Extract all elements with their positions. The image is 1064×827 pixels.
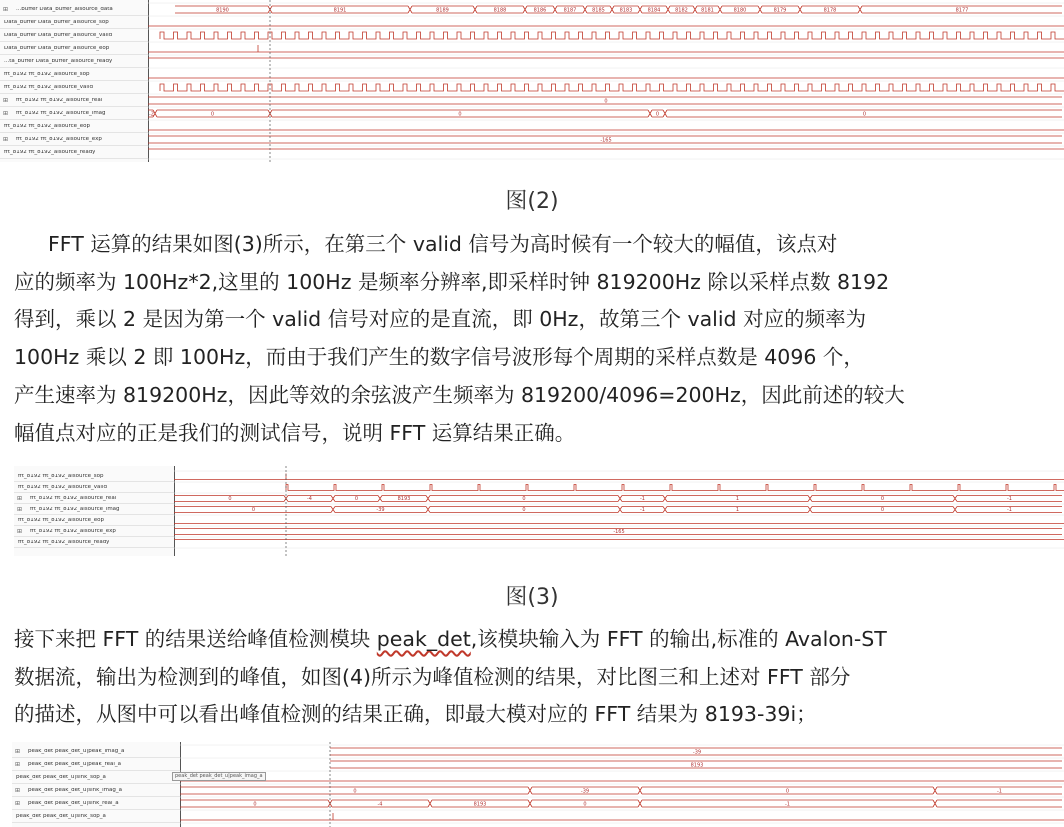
fig4-traces: [0, 742, 1064, 827]
paragraph-text: ,该模块输入为 FFT 的输出,标准的 Avalon-ST: [470, 627, 887, 651]
expand-icon[interactable]: ⊞: [17, 527, 23, 535]
sink-imag-bus-value-label: -1: [997, 788, 1002, 795]
signal-name: fft_8192 fft_8192_aisource_valid: [18, 484, 107, 490]
fft-real-bus-transition: [663, 496, 667, 502]
expand-icon[interactable]: ⊞: [3, 135, 9, 143]
sink-real-bus-transition: [428, 800, 432, 807]
fft-real-bus-value-label: 0: [354, 496, 359, 502]
signal-name: peak_det peak_det_u|sink_real_a: [28, 800, 119, 806]
signal-name: fft_8192 fft_8192_aisource_eop: [4, 123, 91, 129]
signal-name: ...buffer Data_buffer_aisource_data: [16, 6, 113, 12]
fft-real-bus-value-label: 0: [880, 496, 885, 502]
fft-imag-bus-value-label: 0: [251, 507, 256, 513]
data-bus-value-label: 8190: [216, 7, 229, 14]
data-bus-transition: [798, 6, 802, 13]
data-bus-value-label: 8189: [436, 7, 449, 14]
paragraph-line: 得到，乘以 2 是因为第一个 valid 信号对应的是直流，即 0Hz，故第三个 valid 对应的频率为: [14, 307, 867, 331]
data-bus-value-label: 8188: [493, 7, 507, 14]
signal-name: ...ta_buffer Data_buffer_aisource_ready: [4, 58, 113, 64]
data-bus-transition: [758, 6, 762, 13]
signal-name: peak_det peak_det_u|sink_sop_a: [16, 813, 106, 819]
data-bus-transition: [610, 6, 614, 13]
data-bus-value-label: 8187: [563, 7, 577, 14]
fig3-traces: [0, 466, 1064, 556]
expand-icon[interactable]: ⊞: [15, 799, 21, 807]
sink-imag-bus-value-label: 0: [353, 788, 357, 795]
sink-real-bus-value-label: 8193: [473, 801, 487, 808]
sink-real-bus-value-label: 0: [253, 801, 257, 808]
signal-name: fft_8192 fft_8192_aisource_real: [16, 97, 103, 103]
sink-imag-bus-value-label: 0: [785, 788, 790, 795]
sink-real-bus-transition: [528, 800, 532, 807]
sink-real-bus-value-label: -1: [785, 801, 790, 808]
fft-real-bus-transition: [378, 496, 382, 502]
peak-det-term: peak_det: [376, 627, 471, 651]
fft-real-bus-value-label: 0: [228, 496, 232, 502]
fft-imag-bus-value-label: 0: [458, 111, 462, 118]
expand-icon[interactable]: ⊞: [3, 109, 9, 117]
signal-name: fft_8192 fft_8192_aisource_sop: [4, 71, 90, 77]
expand-icon[interactable]: ⊞: [15, 760, 21, 768]
signal-name: fft_8192 fft_8192_aisource_ready: [18, 539, 110, 545]
fft-imag-bus-value-label: -2: [149, 111, 154, 118]
data-bus-value-label: 8182: [675, 7, 688, 14]
fft-imag-bus-value-label: 0: [210, 111, 215, 118]
data-bus-transition: [523, 6, 527, 13]
fft-real-bus-value-label: 0: [522, 496, 526, 502]
sink-real-bus-value-label: -4: [377, 801, 383, 808]
fft-real-bus-transition: [808, 496, 812, 502]
expand-icon[interactable]: ⊞: [17, 505, 23, 513]
sink-real-bus-segment: [937, 800, 1062, 807]
paragraph-line: 幅值点对应的正是我们的测试信号，说明 FFT 运算结果正确。: [14, 421, 576, 445]
fft-imag-bus-value-label: -1: [1007, 507, 1012, 513]
fft-imag-bus-transition: [618, 507, 622, 513]
fft-real-bus-transition: [426, 496, 430, 502]
fft-imag-bus-transition: [663, 507, 667, 513]
expand-icon[interactable]: ⊞: [15, 786, 21, 794]
fft-valid-trace: [160, 84, 1064, 91]
data-bus-value-label: 8180: [733, 7, 747, 14]
fft-imag-bus-value-label: 0: [880, 507, 885, 513]
fft-real-bus-transition: [953, 496, 957, 502]
signal-name: fft_8192 fft_8192_aisource_sop: [18, 473, 104, 479]
signal-name: peak_det peak_det_u|peak_imag_a: [28, 748, 125, 754]
data-bus-transition: [718, 6, 722, 13]
sink-real-bus-transition: [638, 800, 642, 807]
sink-imag-bus-transition: [638, 787, 642, 794]
data-bus-transition: [408, 6, 412, 13]
signal-tooltip: peak_det peak_det_u|peak_imag_a: [172, 772, 266, 781]
sink-imag-bus-transition: [528, 787, 532, 794]
data-bus-value-label: 8177: [955, 7, 969, 14]
data-bus-transition: [858, 6, 862, 13]
valid-trace: [160, 32, 1064, 39]
signal-name: fft_8192 fft_8192_aisource_exp: [30, 528, 116, 534]
data-bus-value-label: 8185: [592, 7, 605, 14]
paragraph-line: 产生速率为 819200Hz，因此等效的余弦波产生频率为 819200/4096=200Hz，因此前述的较大: [14, 383, 905, 407]
signal-name: fft_8192 fft_8192_aisource_eop: [18, 517, 105, 523]
data-bus-value-label: 8179: [773, 7, 787, 14]
data-bus-value-label: 8183: [619, 7, 633, 14]
fft-imag-bus-transition: [953, 507, 957, 513]
signal-name: Data_buffer Data_buffer_aisource_valid: [4, 32, 113, 38]
signal-name: fft_8192 fft_8192_aisource_exp: [16, 136, 102, 142]
fft-exp-bus-value-label: -165: [600, 137, 612, 144]
paragraph-line: 的描述，从图中可以看出峰值检测的结果正确，即最大模对应的 FFT 结果为 8193-39i；: [14, 702, 817, 726]
paragraph-line: 应的频率为 100Hz*2,这里的 100Hz 是频率分辨率,即采样时钟 819200Hz 除以采样点数 8192: [14, 270, 890, 294]
paragraph-line: 数据流，输出为检测到的峰值，如图(4)所示为峰值检测的结果，对比图三和上述对 FFT 部分: [14, 665, 851, 689]
paragraph-text: 接下来把 FFT 的结果送给峰值检测模块: [14, 627, 377, 651]
paragraph-line: FFT 运算的结果如图(3)所示，在第三个 valid 信号为高时候有一个较大的幅值，该点对: [48, 232, 838, 256]
fft-real-bus-value-label: 8193: [397, 496, 411, 502]
sink-real-bus-transition: [933, 800, 937, 807]
expand-icon[interactable]: ⊞: [17, 494, 23, 502]
data-bus-value-label: 8178: [823, 7, 837, 14]
fft-imag-bus-value-label: 0: [522, 507, 526, 513]
sink-imag-bus-transition: [933, 787, 937, 794]
fft-valid-trace: [286, 485, 1064, 491]
fft-real-bus-value-label: -1: [640, 496, 645, 502]
data-bus-transition: [583, 6, 587, 13]
sink-imag-bus-value-label: -39: [580, 788, 590, 795]
fft-real-bus-transition: [618, 496, 622, 502]
signal-name: Data_buffer Data_buffer_aisource_eop: [4, 45, 110, 51]
fft-imag-bus-value-label: 1: [735, 507, 740, 513]
fft-imag-bus-value-label: -1: [640, 507, 645, 513]
signal-name: fft_8192 fft_8192_aisource_imag: [16, 110, 106, 116]
expand-icon[interactable]: ⊞: [15, 747, 21, 755]
signal-name: fft_8192 fft_8192_aisource_valid: [4, 84, 93, 90]
data-bus-transition: [473, 6, 477, 13]
fft-imag-bus-transition: [426, 507, 430, 513]
fig3-waveform: [0, 466, 1064, 556]
peak-real-bus-value-label: 8193: [690, 762, 704, 769]
signal-name: peak_det peak_det_u|sink_sop_a: [16, 774, 106, 780]
data-bus-transition: [638, 6, 642, 13]
fft-imag-bus-value-label: -39: [376, 507, 385, 513]
signal-name: peak_det peak_det_u|peak_real_a: [28, 761, 121, 767]
fft-real-bus-value-label: 0: [604, 98, 608, 105]
fft-imag-bus-value-label: 0: [862, 111, 867, 118]
data-bus-value-label: 8181: [701, 7, 714, 14]
fft-imag-bus-transition: [808, 507, 812, 513]
data-bus-transition: [666, 6, 670, 13]
fig2-waveform: [0, 0, 1064, 162]
expand-icon[interactable]: ⊞: [3, 5, 9, 13]
fft-imag-bus-transition: [663, 110, 667, 117]
figure-2-caption: 图(2): [505, 189, 559, 214]
signal-name: peak_det peak_det_u|sink_imag_a: [28, 787, 122, 793]
fft-real-bus-value-label: -1: [1007, 496, 1012, 502]
data-bus-transition: [693, 6, 697, 13]
signal-name: fft_8192 fft_8192_aisource_imag: [30, 506, 120, 512]
sink-real-bus-value-label: 0: [583, 801, 587, 808]
fig4-waveform: [0, 742, 1064, 827]
fft-imag-bus-transition: [331, 507, 335, 513]
fft-exp-bus-value-label: -165: [613, 529, 625, 535]
data-bus-transition: [553, 6, 557, 13]
fft-real-bus-value-label: -4: [307, 496, 312, 502]
fft-imag-bus-transition: [648, 110, 652, 117]
paragraph-line: [14, 622, 887, 652]
peak-imag-bus-value-label: -39: [692, 749, 702, 756]
signal-name: fft_8192 fft_8192_aisource_real: [30, 495, 117, 501]
paragraph-line: 100Hz 乘以 2 即 100Hz，而由于我们产生的数字信号波形每个周期的采样点数是 4096 个，: [14, 345, 864, 369]
signal-name: fft_8192 fft_8192_aisource_ready: [4, 149, 96, 155]
fig2-traces: [0, 0, 1064, 162]
fft-real-bus-value-label: 1: [735, 496, 740, 502]
expand-icon[interactable]: ⊞: [3, 96, 9, 104]
data-bus-value-label: 8186: [533, 7, 547, 14]
data-bus-value-label: 8184: [647, 7, 661, 14]
figure-3-caption: 图(3): [505, 585, 559, 610]
fft-imag-bus-value-label: 0: [655, 111, 660, 118]
data-bus-value-label: 8191: [333, 7, 347, 14]
signal-name: Data_buffer Data_buffer_aisource_sop: [4, 19, 109, 25]
fft-real-bus-transition: [331, 496, 335, 502]
